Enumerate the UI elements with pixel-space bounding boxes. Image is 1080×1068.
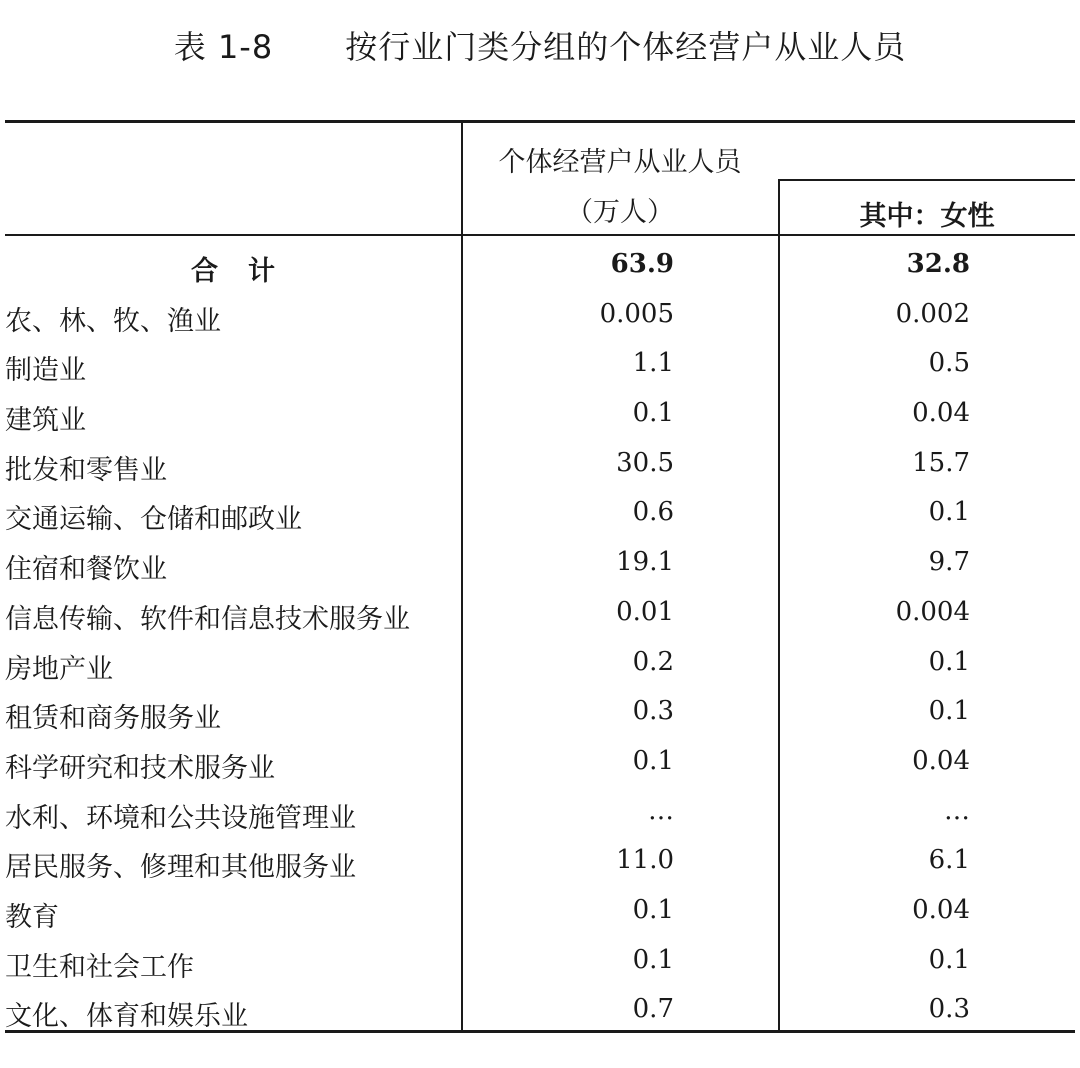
table-row: [0, 688, 1080, 738]
cell-female: 9.7: [928, 547, 970, 578]
row-label: 农、林、牧、渔业: [5, 305, 221, 337]
cell-total: 19.1: [616, 547, 674, 578]
table-row: [0, 738, 1080, 788]
cell-total: 0.1: [632, 398, 674, 429]
cell-female: 0.5: [928, 348, 970, 379]
cell-total: 0.1: [632, 944, 674, 975]
table-row: [0, 639, 1080, 689]
table-title-text: 按行业门类分组的个体经营户从业人员: [345, 28, 907, 66]
cell-female: 0.1: [928, 944, 970, 975]
cell-female: 0.1: [928, 497, 970, 528]
column-header-employees: 个体经营户从业人员: [498, 147, 742, 178]
cell-total: …: [648, 795, 674, 826]
table-row-total: [0, 241, 1080, 291]
row-label: 卫生和社会工作: [5, 951, 194, 983]
row-label: 合计: [191, 256, 305, 287]
header-bottom-rule: [5, 234, 1075, 236]
cell-female: 0.04: [912, 398, 970, 429]
row-label: 住宿和餐饮业: [5, 554, 167, 586]
cell-female: 0.1: [928, 646, 970, 677]
cell-total: 0.1: [632, 745, 674, 776]
row-label: 交通运输、仓储和邮政业: [5, 504, 302, 536]
cell-female: 32.8: [906, 249, 970, 279]
row-label: 信息传输、软件和信息技术服务业: [5, 603, 410, 635]
cell-female: 15.7: [912, 447, 970, 478]
cell-female: 0.004: [895, 596, 970, 627]
cell-total: 0.01: [616, 596, 674, 627]
row-label: 建筑业: [5, 405, 86, 437]
table-body: [0, 241, 1080, 1036]
table-row: [0, 887, 1080, 937]
row-label: 居民服务、修理和其他服务业: [5, 852, 356, 884]
row-label: 水利、环境和公共设施管理业: [5, 802, 356, 834]
table-row: [0, 986, 1080, 1036]
top-rule: [5, 120, 1075, 123]
cell-female: 6.1: [928, 845, 970, 876]
cell-female: 0.04: [912, 745, 970, 776]
cell-total: 1.1: [632, 348, 674, 379]
cell-female: 0.3: [928, 994, 970, 1025]
table-row: [0, 937, 1080, 987]
row-label: 制造业: [5, 355, 86, 387]
cell-total: 0.1: [632, 894, 674, 925]
cell-total: 0.3: [632, 696, 674, 727]
column-header-unit: （万人）: [566, 197, 674, 228]
cell-female: 0.002: [895, 298, 970, 329]
row-label: 批发和零售业: [5, 454, 167, 486]
row-label: 科学研究和技术服务业: [5, 752, 275, 784]
cell-female: 0.04: [912, 894, 970, 925]
cell-total: 30.5: [616, 447, 674, 478]
table-row: [0, 489, 1080, 539]
row-label: 租赁和商务服务业: [5, 703, 221, 735]
table-row: [0, 589, 1080, 639]
cell-total: 0.6: [632, 497, 674, 528]
cell-total: 11.0: [616, 845, 674, 876]
row-label: 教育: [5, 901, 59, 933]
row-label: 文化、体育和娱乐业: [5, 1001, 248, 1033]
cell-total: 0.2: [632, 646, 674, 677]
subheader-rule: [779, 179, 1075, 181]
cell-female: 0.1: [928, 696, 970, 727]
cell-female: …: [944, 795, 970, 826]
table-row: [0, 340, 1080, 390]
table-row: [0, 440, 1080, 490]
table-number: 表 1-8: [173, 28, 274, 66]
table-row: [0, 837, 1080, 887]
column-header-female: 其中：女性: [859, 201, 995, 232]
table-row: [0, 390, 1080, 440]
cell-total: 0.005: [599, 298, 674, 329]
cell-total: 63.9: [610, 249, 674, 279]
table-row: [0, 539, 1080, 589]
row-label: 房地产业: [5, 653, 113, 685]
table-row: [0, 291, 1080, 341]
table-title: [0, 22, 1080, 68]
table-row: [0, 788, 1080, 838]
cell-total: 0.7: [632, 994, 674, 1025]
